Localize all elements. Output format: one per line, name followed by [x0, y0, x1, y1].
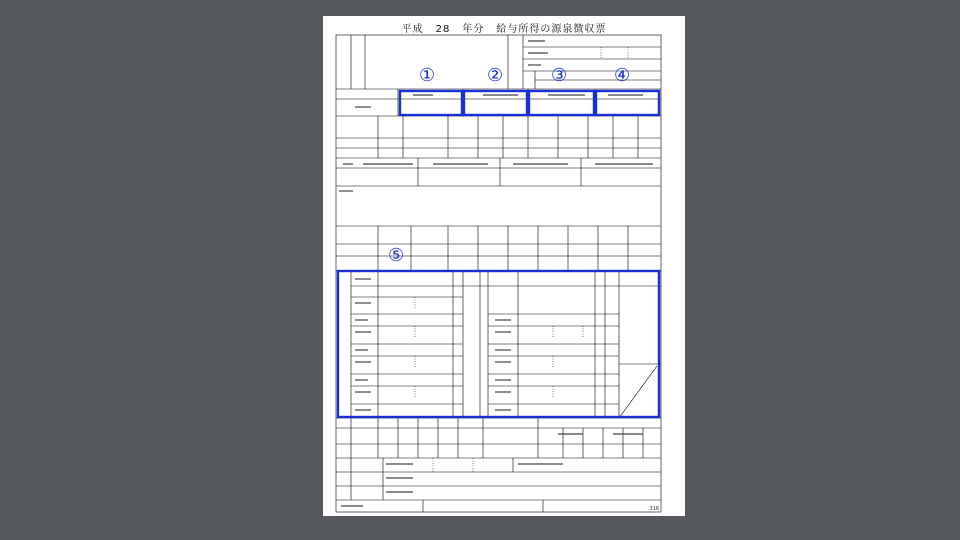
title-main: 給与所得の源泉徴収票: [496, 24, 607, 35]
withholding-slip-form: [323, 16, 685, 516]
page-number: 316: [649, 506, 659, 512]
marker-1: ①: [419, 65, 436, 86]
title-year: 28: [435, 24, 451, 35]
form-grid: [323, 16, 685, 516]
marker-4: ④: [614, 65, 631, 86]
title-era: 平成: [401, 24, 424, 35]
marker-3: ③: [551, 65, 568, 86]
marker-2: ②: [487, 65, 504, 86]
marker-5: ⑤: [388, 245, 405, 266]
title-suffix: 年分: [462, 24, 485, 35]
